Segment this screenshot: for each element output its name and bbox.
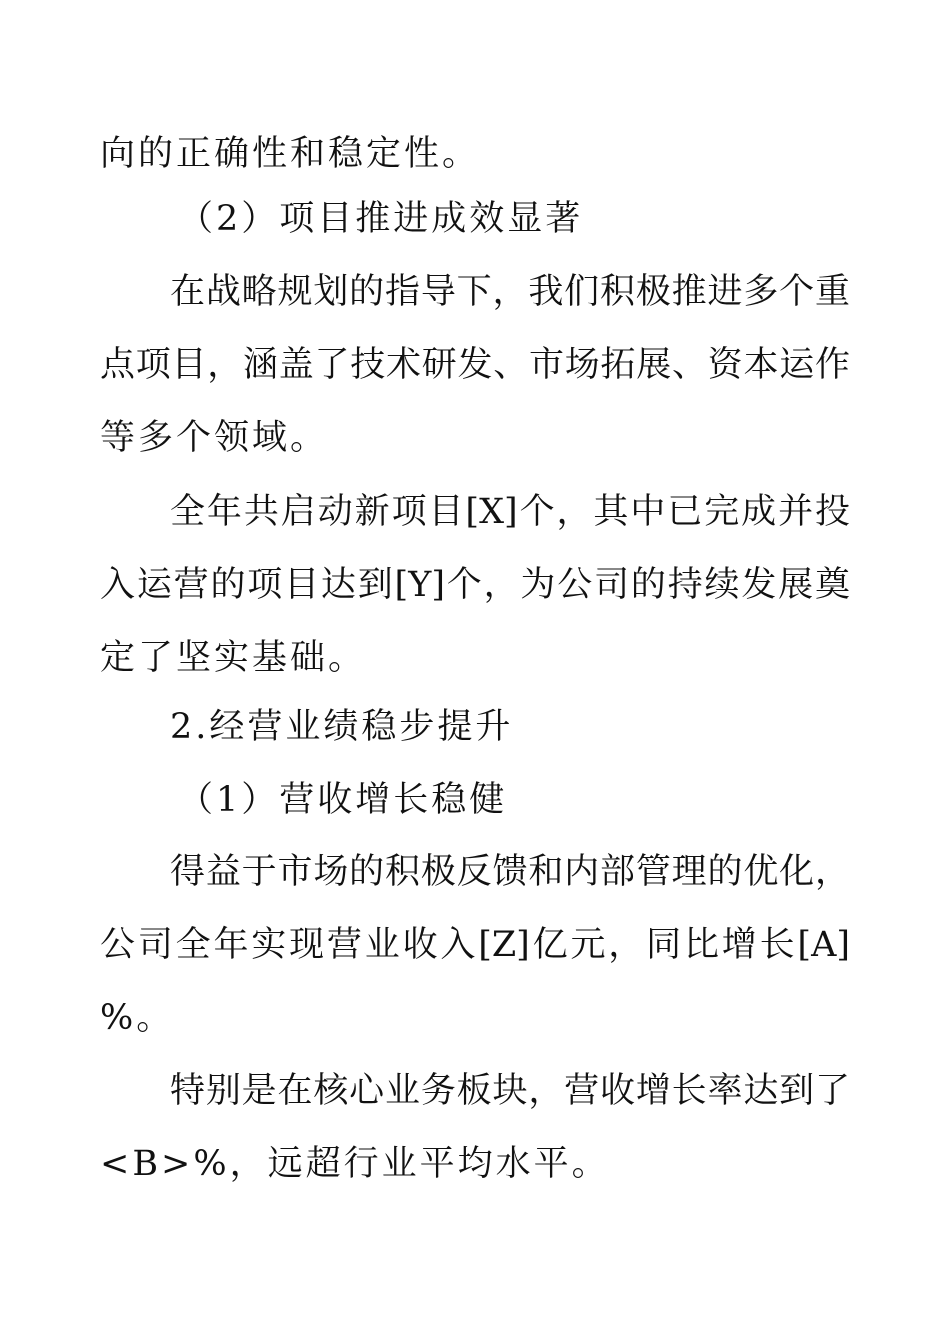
text-line-11: 得益于市场的积极反馈和内部管理的优化， [170, 852, 850, 892]
subheading-revenue-growth: （1）营收增长稳健 [178, 780, 508, 820]
text-line-6: 全年共启动新项目[X]个，其中已完成并投 [170, 492, 850, 532]
text-line-1: 向的正确性和稳定性。 [100, 134, 481, 174]
text-line-5: 等多个领域。 [100, 418, 329, 458]
subheading-project-progress: （2）项目推进成效显著 [178, 199, 584, 239]
text-line-15: <B>%，远超行业平均水平。 [100, 1144, 610, 1184]
text-line-7: 入运营的项目达到[Y]个，为公司的持续发展奠 [100, 565, 850, 605]
text-line-8: 定了坚实基础。 [100, 638, 367, 678]
text-line-4: 点项目，涵盖了技术研发、市场拓展、资本运作 [100, 345, 850, 385]
text-line-13: %。 [100, 998, 175, 1038]
text-line-14: 特别是在核心业务板块，营收增长率达到了 [170, 1071, 850, 1111]
text-line-3: 在战略规划的指导下，我们积极推进多个重 [170, 272, 850, 312]
text-line-12: 公司全年实现营业收入[Z]亿元，同比增长[A] [100, 925, 850, 965]
heading-business-performance: 2.经营业绩稳步提升 [170, 707, 514, 747]
